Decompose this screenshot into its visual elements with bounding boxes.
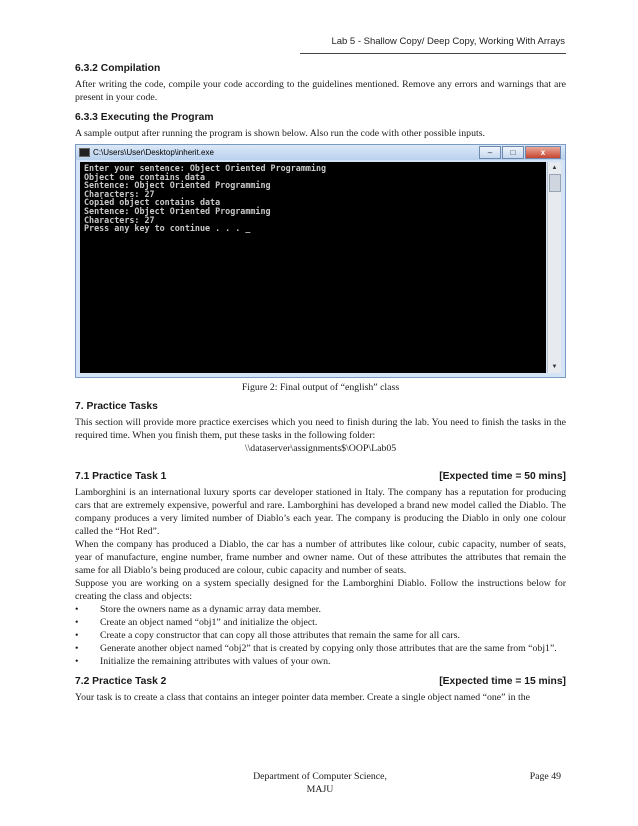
maximize-button[interactable]: □ bbox=[502, 146, 524, 159]
bullet-icon: • bbox=[75, 604, 79, 615]
console-window bbox=[75, 144, 566, 378]
list-item: • Initialize the remaining attributes with values of your own. bbox=[75, 656, 331, 667]
section-6-3-2-text: After writing the code, compile your code according to the guidelines mentioned. Remove any errors and warnings that are present in your code. bbox=[75, 79, 566, 103]
folder-path: \\dataserver\assignments$\OOP\Lab05 bbox=[244, 443, 397, 454]
task-1-heading bbox=[75, 471, 566, 482]
task-2-title: 7.2 Practice Task 2 bbox=[75, 676, 167, 687]
section-7-text: This section will provide more practice exercises which you need to finish during the lab. You need to finish the tasks in the required time. When you finish them, put these tasks in the following folder: bbox=[75, 417, 566, 441]
header-rule bbox=[300, 53, 566, 54]
task-1-paragraph-3: Suppose you are working on a system specially designed for the Lamborghini Diablo. Follow the instructions below for creating the class and objects: bbox=[75, 578, 566, 602]
section-6-3-3-text: A sample output after running the program is shown below. Also run the code with other possible inputs. bbox=[75, 128, 485, 139]
section-6-3-2-heading: 6.3.2 Compilation bbox=[75, 63, 161, 74]
console-title: C:\Users\User\Desktop\inherit.exe bbox=[93, 148, 214, 157]
section-7-heading: 7. Practice Tasks bbox=[75, 401, 158, 412]
bullet-icon: • bbox=[75, 617, 79, 628]
console-app-icon bbox=[79, 148, 90, 157]
footer-department: Department of Computer Science, MAJU bbox=[253, 771, 387, 795]
figure-caption: Figure 2: Final output of “english” class bbox=[241, 382, 400, 393]
task-1-paragraph-2: When the company has produced a Diablo, the car has a number of attributes like colour, cubic capacity, number of seats, year of manufacture, engine number, frame number and owner name. Out of these attributes the attributes that remain the same for all Diablo’s being produced are colour, cubic capacity and number of seats. bbox=[75, 539, 566, 576]
task-2-heading bbox=[75, 676, 566, 687]
close-button[interactable]: x bbox=[525, 146, 561, 159]
scroll-thumb[interactable] bbox=[549, 174, 561, 192]
scroll-up-icon[interactable]: ▲ bbox=[551, 165, 558, 171]
scroll-down-icon[interactable]: ▼ bbox=[551, 364, 558, 370]
list-item: • Create a copy constructor that can copy all those attributes that remain the same for all cars. bbox=[75, 630, 460, 641]
running-header: Lab 5 - Shallow Copy/ Deep Copy, Working With Arrays bbox=[331, 36, 565, 47]
console-scrollbar[interactable] bbox=[547, 162, 561, 373]
task-2-time: [Expected time = 15 mins] bbox=[439, 676, 566, 687]
bullet-icon: • bbox=[75, 656, 79, 667]
task-1-bullet-list bbox=[75, 603, 566, 668]
console-output: Enter your sentence: Object Oriented Programming Object one contains data Sentence: Object Oriented Programming Characters: 27 Copied object contains data Sentence: Object Oriented Programming Characters: 27 Press any key to continue . . . _ bbox=[84, 163, 327, 234]
page-number: Page 49 bbox=[529, 771, 561, 782]
bullet-icon: • bbox=[75, 630, 79, 641]
list-item: • Generate another object named “obj2” that is created by copying only those attributes that are the same from “obj1”. bbox=[75, 643, 557, 654]
window-controls bbox=[478, 146, 561, 159]
section-6-3-3-heading: 6.3.3 Executing the Program bbox=[75, 112, 214, 123]
minimize-button[interactable]: – bbox=[479, 146, 501, 159]
task-2-paragraph-1: Your task is to create a class that contains an integer pointer data member. Create a single object named “one” in the bbox=[75, 692, 530, 703]
list-item: • Store the owners name as a dynamic array data member. bbox=[75, 604, 321, 615]
page-content bbox=[75, 63, 566, 704]
task-1-title: 7.1 Practice Task 1 bbox=[75, 471, 167, 482]
task-1-paragraph-1: Lamborghini is an international luxury sports car developer stationed in Italy. The company has a reputation for producing cars that are extremely expensive, powerful and rare. Lamborghini has developed a brand new model called the Diablo. The company produces a very limited number of Diablo’s each year. The company is producing the Diablo in only one colour called the “Hot Red”. bbox=[75, 487, 566, 537]
bullet-icon: • bbox=[75, 643, 79, 654]
list-item: • Create an object named “obj1” and initialize the object. bbox=[75, 617, 318, 628]
console-output-area bbox=[80, 162, 546, 373]
task-1-time: [Expected time = 50 mins] bbox=[439, 471, 566, 482]
